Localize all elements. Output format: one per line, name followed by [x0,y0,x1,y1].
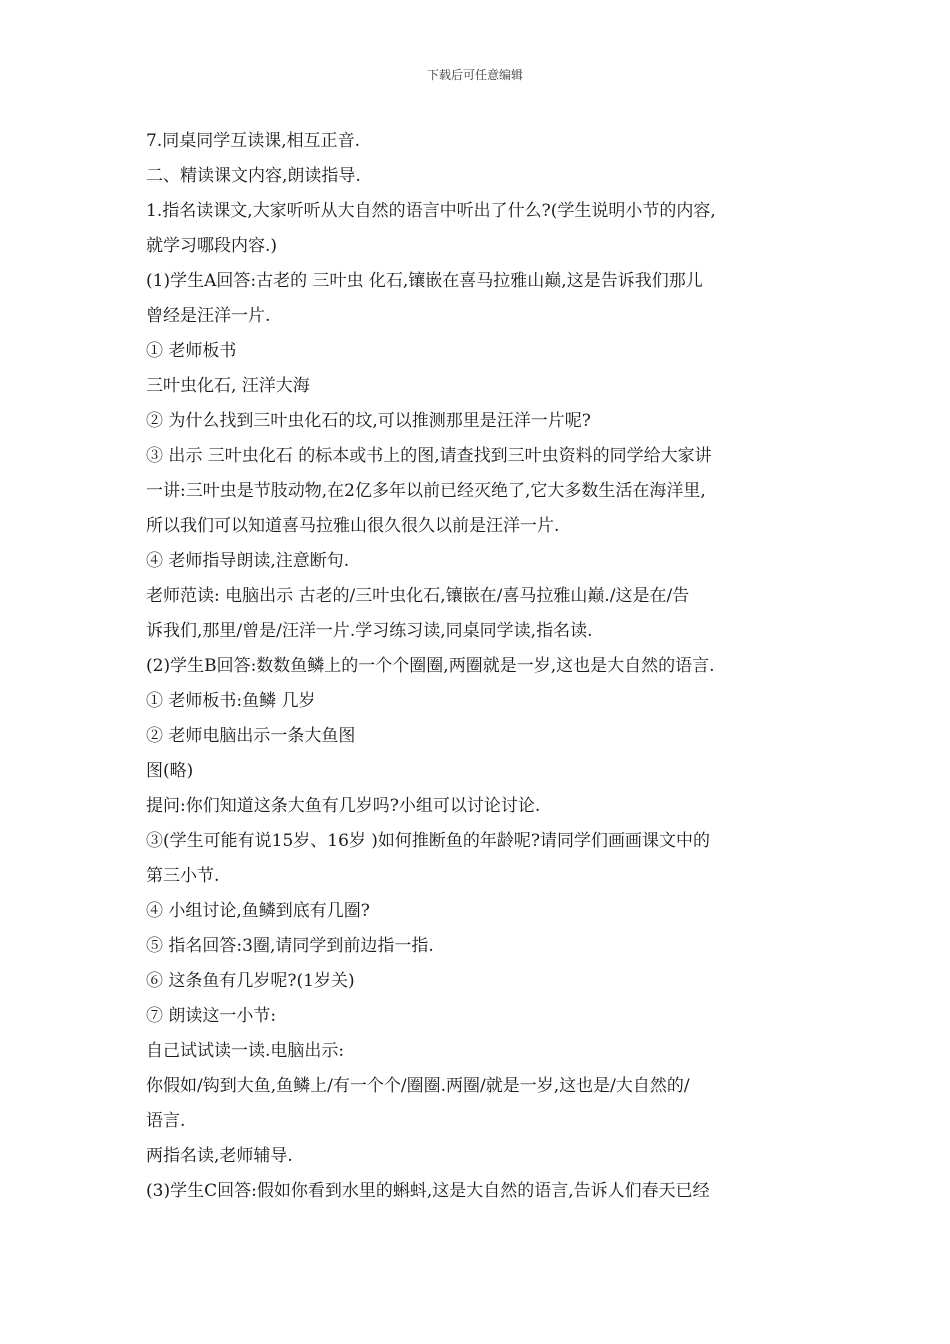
text-line: ④ 老师指导朗读,注意断句. [146,551,350,571]
text-line: 自己试试读一读.电脑出示: [146,1041,345,1061]
text-line: 第三小节. [146,866,220,886]
text-line: ② 老师电脑出示一条大鱼图 [146,726,356,746]
text-line: ⑥ 这条鱼有几岁呢?(1岁关) [146,971,355,991]
text-line: 三叶虫化石, 汪洋大海 [146,376,310,396]
text-line: 就学习哪段内容.) [146,236,278,256]
text-line: (3)学生C回答:假如你看到水里的蝌蚪,这是大自然的语言,告诉人们春天已经 [146,1181,710,1201]
text-line: (2)学生B回答:数数鱼鳞上的一个个圈圈,两圈就是一岁,这也是大自然的语言. [146,656,715,676]
page-header: 下载后可任意编辑 [426,68,523,82]
text-line: 老师范读: 电脑出示 古老的/三叶虫化石,镶嵌在/喜马拉雅山巅./这是在/告 [146,586,690,606]
text-line: 你假如/钩到大鱼,鱼鳞上/有一个个/圈圈.两圈/就是一岁,这也是/大自然的/ [146,1076,690,1096]
text-line: ④ 小组讨论,鱼鳞到底有几圈? [146,901,370,921]
text-line: ③ 出示 三叶虫化石 的标本或书上的图,请查找到三叶虫资料的同学给大家讲 [146,446,712,466]
text-line: ① 老师板书 [146,341,237,361]
text-line: 一讲:三叶虫是节肢动物,在2亿多年以前已经灭绝了,它大多数生活在海洋里, [146,481,706,501]
text-line: 提问:你们知道这条大鱼有几岁吗?小组可以讨论讨论. [146,796,541,816]
text-line: ⑦ 朗读这一小节: [146,1006,277,1026]
text-line: ③(学生可能有说15岁、16岁 )如何推断鱼的年龄呢?请同学们画画课文中的 [146,831,711,851]
text-line: ② 为什么找到三叶虫化石的坟,可以推测那里是汪洋一片呢? [146,411,591,431]
text-line: 所以我们可以知道喜马拉雅山很久很久以前是汪洋一片. [146,516,560,536]
text-line: 二、精读课文内容,朗读指导. [146,166,361,186]
text-line: 诉我们,那里/曾是/汪洋一片.学习练习读,同桌同学读,指名读. [146,621,593,641]
document-body [146,124,814,1209]
text-line: (1)学生A回答:古老的 三叶虫 化石,镶嵌在喜马拉雅山巅,这是告诉我们那儿 [146,271,703,291]
text-line: 7.同桌同学互读课,相互正音. [146,131,361,151]
text-line: 语言. [146,1111,186,1131]
text-line: 曾经是汪洋一片. [146,306,271,326]
text-line: ⑤ 指名回答:3圈,请同学到前边指一指. [146,936,434,956]
text-line: ① 老师板书:鱼鳞 几岁 [146,691,316,711]
text-line: 图(略) [146,761,194,781]
text-line: 两指名读,老师辅导. [146,1146,293,1166]
text-line: 1.指名读课文,大家听听从大自然的语言中听出了什么?(学生说明小节的内容, [146,201,716,221]
